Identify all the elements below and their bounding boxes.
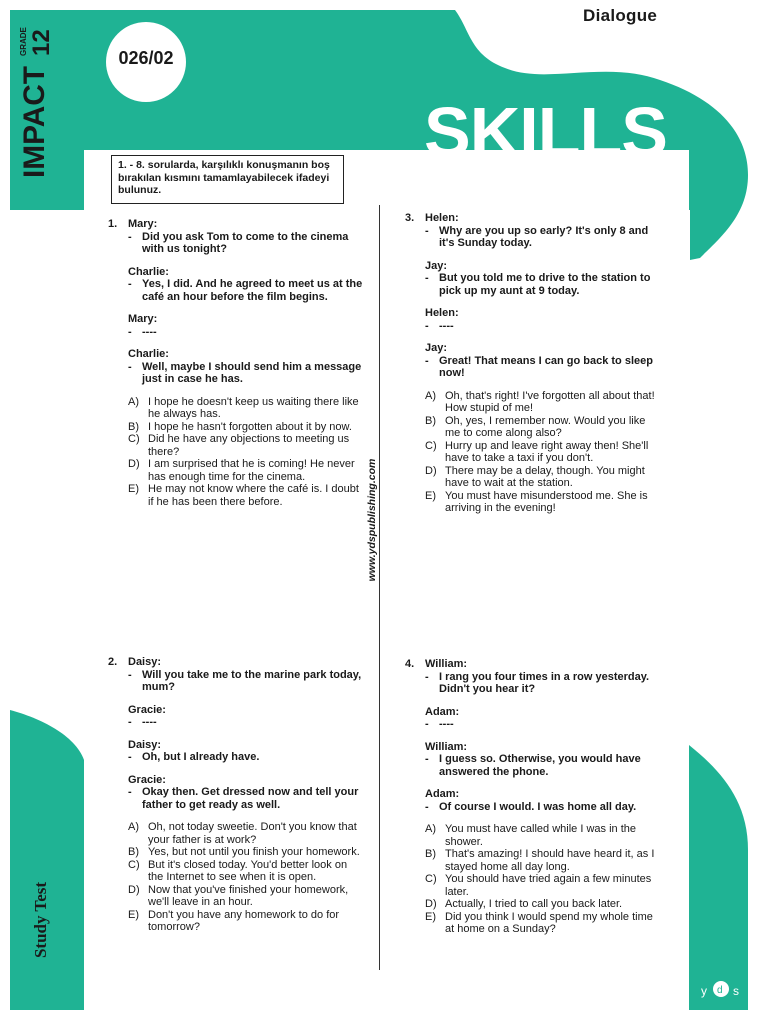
option-letter: D) (128, 883, 140, 896)
question-number: 2. (108, 656, 118, 668)
dialogue-text: ---- (439, 718, 454, 730)
speaker-name: Adam: (425, 788, 460, 800)
option-letter: A) (128, 821, 139, 833)
option-text: Oh, not today sweetie. Don't you know that your father is at work? (148, 821, 357, 846)
dash-marker: - (128, 278, 132, 290)
answer-option[interactable] (425, 873, 660, 898)
dialogue-text: Will you take me to the marine park today, mum? (142, 668, 362, 693)
svg-text:d: d (717, 985, 723, 996)
answer-option[interactable] (425, 415, 660, 440)
option-letter: C) (425, 439, 437, 452)
answer-option[interactable] (128, 821, 363, 846)
dialogue-line (128, 669, 363, 694)
option-letter: A) (425, 823, 436, 835)
question-number: 3. (405, 212, 415, 224)
test-code: 026/02 (118, 48, 174, 68)
option-letter: D) (128, 458, 140, 470)
dialogue-line (425, 272, 660, 297)
option-text: You should have tried again a few minutes later. (445, 873, 652, 898)
dialogue-text: Did you ask Tom to come to the cinema with us tonight? (142, 230, 349, 255)
dialogue-text: Why are you up so early? It's only 8 and it's Sunday today. (439, 224, 649, 249)
answer-option[interactable] (128, 483, 363, 508)
answer-option[interactable] (425, 465, 660, 490)
answer-option[interactable] (128, 909, 363, 934)
dialogue-text: Of course I would. I was home all day. (439, 800, 637, 813)
grade-label: GRADE (19, 27, 28, 56)
speaker-name: Adam: (425, 705, 460, 718)
dash-marker: - (425, 224, 429, 237)
answer-option[interactable] (128, 884, 363, 909)
dialogue-line (425, 718, 660, 731)
option-text: I hope he hasn't forgotten about it by now. (148, 420, 352, 433)
dialogue-text: ---- (142, 716, 157, 728)
speaker-name: Charlie: (128, 265, 169, 278)
question-number: 1. (108, 218, 118, 230)
option-text: I hope he doesn't keep us waiting there like he always has. (148, 395, 359, 420)
test-code-badge (106, 22, 186, 102)
option-text: You must have misunderstood me. She is arriving in the evening! (445, 489, 648, 514)
yds-logo (697, 975, 747, 1005)
section-label: Dialogue (583, 6, 658, 25)
study-test-label (21, 881, 61, 959)
option-letter: E) (128, 483, 139, 495)
question-3 (405, 212, 660, 515)
dialogue-text: I guess so. Otherwise, you would have answered the phone. (439, 753, 641, 778)
option-text: Now that you've finished your homework, we'll leave in an hour. (148, 883, 349, 908)
answer-option[interactable] (128, 458, 363, 483)
option-text: That's amazing! I should have heard it, as I stayed home all day long. (445, 848, 655, 873)
answer-option[interactable] (425, 823, 660, 848)
dialogue-text: Oh, but I already have. (142, 751, 260, 763)
question-1 (108, 218, 363, 508)
option-letter: A) (425, 389, 436, 402)
dash-marker: - (425, 319, 429, 332)
dash-marker: - (425, 800, 429, 813)
answer-option[interactable] (425, 440, 660, 465)
dialogue-line (128, 231, 363, 256)
dialogue-text: I rang you four times in a row yesterday. Didn't you hear it? (439, 670, 650, 695)
option-text: He may not know where the café is. I doubt if he has been there before. (148, 483, 359, 508)
dash-marker: - (425, 354, 429, 367)
option-text: Oh, yes, I remember now. Would you like me to come along also? (445, 414, 646, 439)
option-text: Actually, I tried to call you back later. (445, 898, 623, 910)
dash-marker: - (425, 272, 429, 284)
speaker-name: Jay: (425, 342, 448, 354)
option-letter: B) (425, 848, 436, 860)
option-letter: C) (128, 858, 140, 871)
grade-number: 12 (28, 29, 54, 56)
dialogue-text: Great! That means I can go back to sleep now! (439, 354, 653, 379)
speaker-name: Helen: (425, 212, 459, 224)
dash-marker: - (425, 718, 429, 730)
svg-text:y: y (701, 984, 707, 998)
dialogue-line (128, 361, 363, 386)
dialogue-text: But you told me to drive to the station to pick up my aunt at 9 today. (439, 272, 651, 297)
dialogue-line (128, 786, 363, 811)
speaker-name: William: (425, 658, 468, 670)
speaker-name: Daisy: (128, 656, 162, 668)
speaker-name: Daisy: (128, 738, 162, 751)
option-text: There may be a delay, though. You might have to wait at the station. (445, 464, 645, 489)
answer-option[interactable] (128, 433, 363, 458)
answer-option[interactable] (425, 490, 660, 515)
dash-marker: - (128, 230, 132, 243)
option-letter: A) (128, 395, 139, 408)
dialogue-line (425, 355, 660, 380)
answer-option[interactable] (425, 848, 660, 873)
dialogue-line (128, 278, 363, 303)
dialogue-text: Okay then. Get dressed now and tell your father to get ready as well. (142, 786, 359, 811)
instructions-box: 1. - 8. sorularda, karşılıklı konuşmanın boş bırakılan kısmını tamamlayabilecek ifadeyi bulunuz. (111, 155, 344, 204)
dialogue-line (425, 225, 660, 250)
answer-option[interactable] (128, 859, 363, 884)
option-text: Yes, but not until you finish your homework. (148, 846, 360, 858)
speaker-name: Mary: (128, 313, 158, 325)
dash-marker: - (128, 668, 132, 681)
dash-marker: - (128, 325, 132, 338)
study-test-text: Study Test (31, 881, 50, 959)
speaker-name: William: (425, 740, 468, 753)
option-letter: E) (128, 908, 139, 921)
option-letter: B) (128, 420, 139, 433)
answer-options (425, 823, 660, 936)
dialogue-text: Yes, I did. And he agreed to meet us at the café an hour before the film begins. (142, 278, 363, 303)
dialogue-line (128, 751, 363, 764)
dialogue-line (425, 671, 660, 696)
option-letter: E) (425, 489, 436, 502)
question-4 (405, 658, 660, 936)
option-letter: D) (425, 464, 437, 477)
answer-option[interactable] (425, 911, 660, 936)
option-letter: C) (128, 433, 140, 445)
skills-title: SKILLS (424, 93, 667, 171)
speaker-name: Mary: (128, 218, 158, 230)
answer-option[interactable] (128, 421, 363, 434)
dash-marker: - (425, 753, 429, 765)
column-divider (379, 205, 380, 970)
dash-marker: - (128, 751, 132, 763)
publisher-url: www.ydspublishing.com (366, 458, 378, 582)
dialogue-text: ---- (142, 325, 157, 338)
dialogue-text: ---- (439, 319, 454, 332)
dialogue-text: Well, maybe I should send him a message just in case he has. (142, 360, 362, 385)
dash-marker: - (128, 716, 132, 728)
answer-options (128, 821, 363, 934)
side-strip (10, 710, 84, 1010)
brand-logo (14, 20, 54, 180)
right-strip (689, 745, 748, 1010)
answer-option[interactable] (128, 846, 363, 859)
option-text: Don't you have any homework to do for tomorrow? (148, 908, 340, 933)
dash-marker: - (128, 360, 132, 373)
speaker-name: Helen: (425, 307, 459, 319)
svg-text:s: s (733, 984, 739, 998)
dash-marker: - (425, 670, 429, 683)
speaker-name: Charlie: (128, 348, 169, 360)
option-letter: B) (128, 846, 139, 858)
speaker-name: Jay: (425, 259, 448, 272)
option-letter: E) (425, 910, 436, 923)
option-text: You must have called while I was in the shower. (445, 823, 636, 848)
dialogue-line (425, 801, 660, 814)
question-2 (108, 656, 363, 934)
dialogue-line (425, 753, 660, 778)
option-letter: C) (425, 873, 437, 885)
option-letter: D) (425, 898, 437, 910)
option-text: I am surprised that he is coming! He never has enough time for the cinema. (148, 458, 355, 483)
dash-marker: - (128, 786, 132, 798)
speaker-name: Gracie: (128, 773, 166, 786)
dialogue-line (425, 320, 660, 333)
speaker-name: Gracie: (128, 703, 166, 716)
brand-impact-text: IMPACT (18, 65, 51, 178)
option-text: But it's closed today. You'd better look on the Internet to see when it is open. (148, 858, 348, 883)
answer-option[interactable] (425, 898, 660, 911)
answer-options (128, 396, 363, 509)
option-text: Did you think I would spend my whole time at home on a Sunday? (445, 910, 653, 935)
answer-option[interactable] (128, 396, 363, 421)
question-number: 4. (405, 658, 415, 670)
option-text: Oh, that's right! I've forgotten all about that! How stupid of me! (445, 389, 655, 414)
option-text: Did he have any objections to meeting us there? (148, 433, 350, 458)
option-text: Hurry up and leave right away then! She'll have to take a taxi if you don't. (445, 439, 649, 464)
dialogue-line (128, 326, 363, 339)
option-letter: B) (425, 414, 436, 427)
answer-option[interactable] (425, 390, 660, 415)
dialogue-line (128, 716, 363, 729)
answer-options (425, 390, 660, 515)
